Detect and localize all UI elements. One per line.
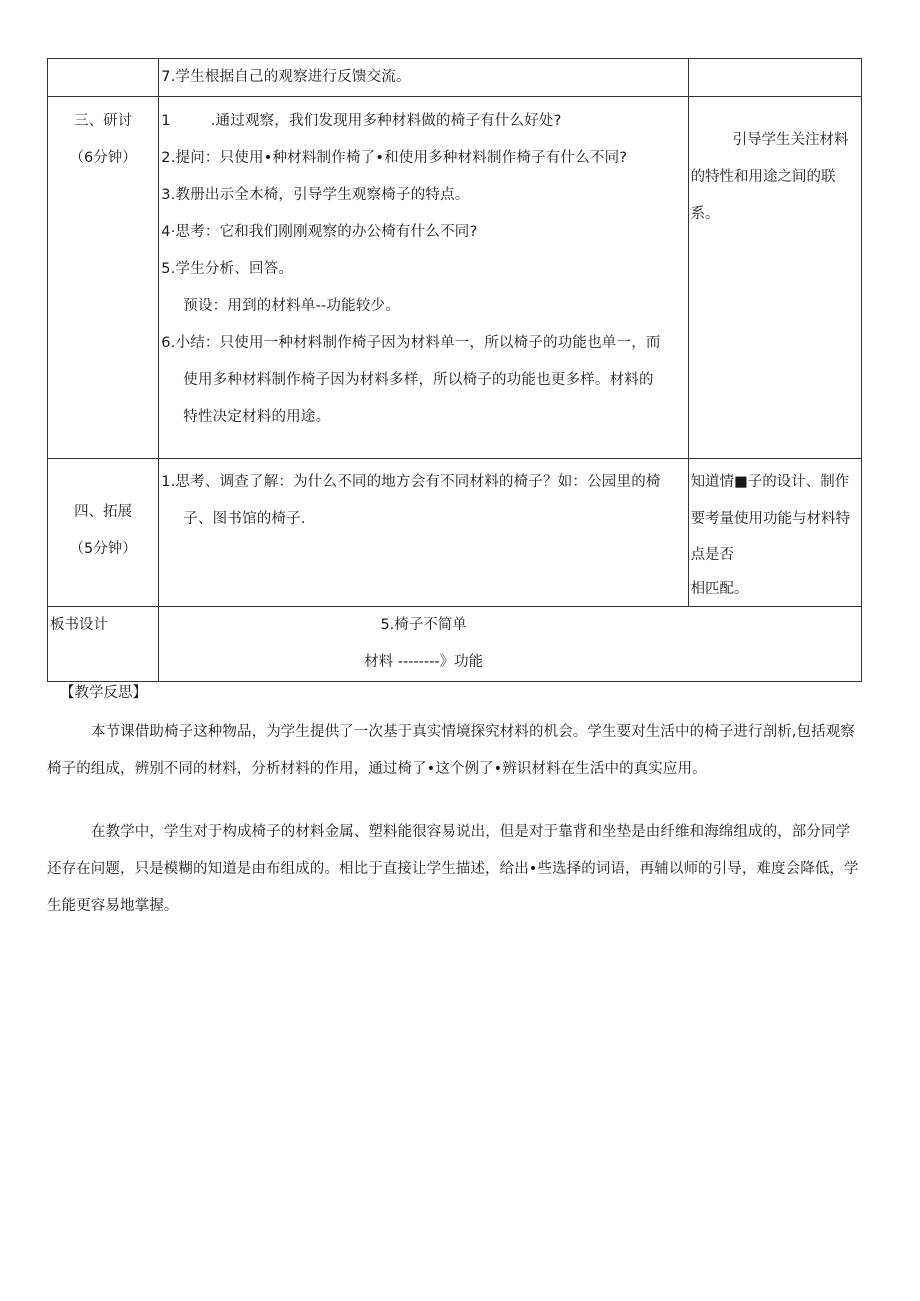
activity-line: 5.学生分析、回答。	[161, 261, 294, 277]
board-content-cell	[159, 607, 862, 682]
activity-line: 预设：用到的材料单--功能较少。	[183, 298, 400, 314]
stage-title: 四、拓展	[74, 504, 133, 520]
reflection-paragraph: 本节课借助椅子这种物品，为学生提供了一次基于真实情境探究材料的机会。学生要对生活中的椅子进行剖析,包括观察椅子的组成，辨别不同的材料，分析材料的作用，通过椅了•这个例了•辨识材料在生活中的真实应用。	[47, 724, 855, 777]
table-row	[48, 97, 862, 459]
note-cell	[688, 459, 861, 607]
lesson-plan-table	[47, 58, 862, 682]
reflection-heading: 【教学反思】	[60, 685, 147, 701]
activity-line: 使用多种材料制作椅子因为材料多样，所以椅子的功能也更多样。材料的	[183, 372, 654, 388]
stage-title: 三、研讨	[74, 113, 133, 129]
board-relation: 材料 --------》功能	[364, 654, 484, 670]
board-label-cell	[48, 607, 159, 682]
board-title: 5.椅子不简单	[380, 617, 467, 633]
table-row	[48, 59, 862, 97]
note-line: 知道情■子的设计、制作	[690, 474, 850, 490]
note-line: 点是否	[690, 547, 735, 563]
activity-line: 1.思考、调查了解：为什么不同的地方会有不同材料的椅子？如：公园里的椅	[161, 474, 661, 490]
activity-line: 6.小结：只使用一种材料制作椅子因为材料单一，所以椅子的功能也单一，而	[161, 335, 661, 351]
stage-duration: （5分钟）	[69, 541, 137, 557]
note-line: 系。	[690, 206, 720, 222]
note-line: 的特性和用途之间的联	[690, 169, 836, 185]
activity-cell	[159, 97, 688, 459]
stage-cell-empty	[48, 59, 159, 97]
reflection-paragraph: 在教学中，学生对于构成椅子的材料金属、塑料能很容易说出，但是对于靠背和坐垫是由纤维和海绵组成的，部分同学还存在问题，只是模糊的知道是由布组成的。相比于直接让学生描述，给出•些选择的词语，再辅以师的引导，难度会降低，学生能更容易地掌握。	[47, 824, 859, 914]
board-design-label: 板书设计	[50, 617, 108, 633]
activity-cell	[159, 459, 688, 607]
activity-line: 3.教册出示全木椅，引导学生观察椅子的特点。	[161, 187, 470, 203]
note-cell	[688, 97, 861, 459]
activity-line: 特性决定材料的用途。	[183, 409, 331, 425]
activity-cell	[159, 59, 688, 97]
stage-cell	[48, 97, 159, 459]
stage-duration: （6分钟）	[69, 150, 137, 166]
activity-line: 4·思考：它和我们刚刚观察的办公椅有什么不同?	[161, 224, 478, 240]
activity-line: 子、图书馆的椅子.	[183, 511, 306, 527]
activity-line: 2.提问：只使用•种材料制作椅了•和使用多种材料制作椅子有什么不同?	[161, 150, 628, 166]
note-line: 引导学生关注材料	[732, 132, 849, 148]
note-line: 要考量使用功能与材料特	[690, 511, 851, 527]
table-row	[48, 607, 862, 682]
note-line: 相匹配。	[690, 581, 749, 597]
note-cell-empty	[688, 59, 861, 97]
stage-cell	[48, 459, 159, 607]
activity-line: 7.学生根据自己的观察进行反馈交流。	[161, 69, 411, 85]
activity-line: 1 .通过观察，我们发现用多种材料做的椅子有什么好处?	[161, 113, 562, 129]
table-row	[48, 459, 862, 607]
